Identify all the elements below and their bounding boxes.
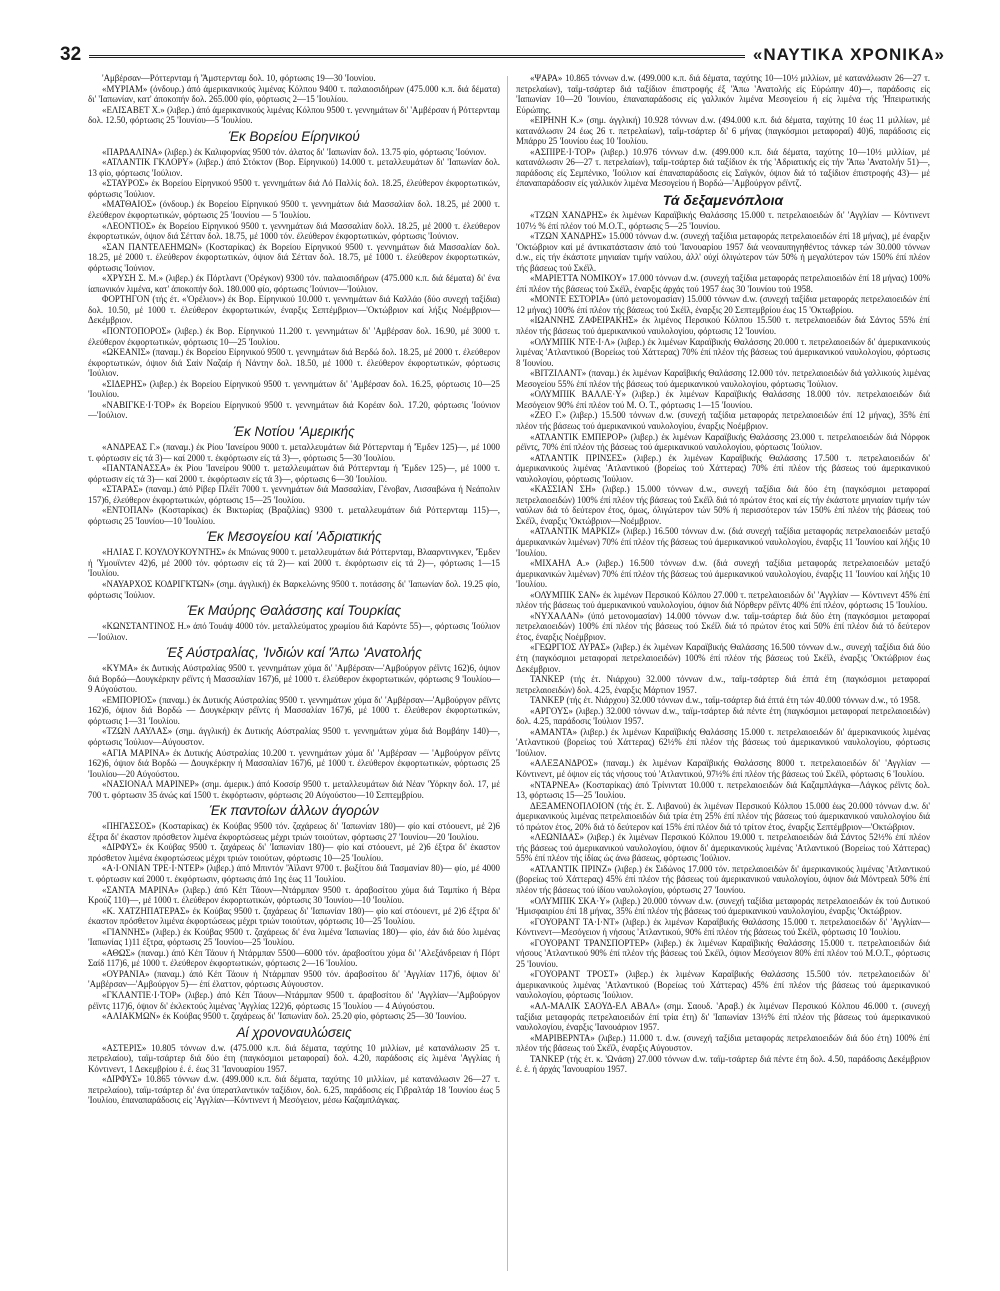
page-header [60,40,945,70]
listing-paragraph: «ΓΕΩΡΓΙΟΣ ΛΥΡΑΣ» (λιβερ.) έκ λιμένων Καραϊβικής Θαλάσσης 16.500 τόννων d.w., συνεχή ταξίδια διά δύο έτη (παγκόσμιοι μεταφοραί πετρελαιοειδών) 100% έπί πλέον τής βάσεως τού Σκέϊλ, έναρξις 'Οκτώβριον έως Δεκέμβριον. [516,642,930,674]
listing-paragraph: «ΚΥΜΑ» έκ Δυτικής Αύστραλίας 9500 τ. γεννημάτων χύμα δι' 'Αμβέρσαν—'Αμβούργον ρέϊντς 162)6, όψιον διά Βορδώ—Δουγκέρκην ρέϊντς ή Μασσαλίαν 167)6, μέ 1000 τ. έλεύθερον έκφορτωτικών, φόρτωσις 9 'Ιουλίου—9 Αύγούστου. [88,663,500,695]
listing-paragraph: «ΠΑΡΔΑΛΙΝΑ» (λιβερ.) έκ Καλιφορνίας 9500 τόν. άλατος δι' 'Ιαπωνίαν δολ. 13.75 φίο, φόρτωσις 'Ιούνιον. [102,146,487,157]
listing-paragraph: «ΕΝΤΟΠΑΝ» (Κοσταρίκας) έκ Βικτωρίας (Βραζιλίας) 9300 τ. μεταλλευμάτων διά Ρόττερνταμ 115)—, φόρτωσις 25 'Ιουνίου—10 'Ιουλίου. [88,505,500,526]
listing-paragraph: «ΟΛΥΜΠΙΚ ΣΚΑ·Υ» (λιβερ.) 20.000 τόννων d.w. (συνεχή ταξίδια μεταφοράς πετρελαιοειδών έκ τού Δυτικού 'Ημισφαιρίου έπί 18 μήνας, 35% έπί πλέον τής βάσεως τού άμερικανικού ναυλολογίου, έναρξις 'Οκτώβριον. [516,895,930,917]
listing-paragraph: «ΑΡΓΟΥΣ» (λιβερ.) 32.000 τόννων d.w., ταϊμ-τσάρτερ διά πέντε έτη (παγκόσμιοι μεταφοραί πετρελαιοειδών) δολ. 4.25, παράδοσις 'Ιούλιον 1957. [516,705,930,727]
page-number: 32 [60,44,82,65]
listing-paragraph: «ΓΟΥΟΡΑΝΤ ΤΡΟΣΤ» (λιβερ.) έκ λιμένων Καραϊβικής Θαλάσσης 15.500 τόν. πετρελαιοειδών δι' άμερικανικούς λιμένας 'Ατλαντικού (Βορείως τού Χάττερας) 45% έπί πλέον τής βάσεως τού άμερικανικού ναυλολογίου, φόρτωσις 'Ιούλιον. [516,969,930,1001]
listing-paragraph: «ΛΕΟΝΤΙΟΣ» έκ Βορείου Είρηνικού 9500 τ. γεννημάτων διά Μασσαλίαν δολλ. 18.25, μέ 2000 τ. έλεύθερον έκφορτωτικών, όψιον διά Σέτταν δολ. 18.75, μέ 1000 τόν. έλεύθερον έκφορτωτικών, φόρτωσις 'Ιούνιον. [88,220,500,242]
listing-paragraph: «ΤΖΩΝ ΛΑΥΛΑΣ» (σημ. άγγλική) έκ Δυτικής Αύστραλίας 9500 τ. γεννημάτων χύμα διά Βομβάην 140)—, φόρτωσις 'Ιούλιον—Αύγουστον. [88,726,500,747]
listing-paragraph: «ΑΘΩΣ» (παναμ.) άπό Κέπ Τάουν ή Ντάρμπαν 5500—6000 τόν. άραβοσίτου χύμα δι' 'Αλεξάνδρειαν ή Πόρτ Σαίδ 117)6, μέ 1000 τ. έλεύθερον έκφορτωτικών, φόρτωσις 2—16 'Ιουλίου. [88,947,500,969]
listing-paragraph: ΤΑΝΚΕΡ (τής έτ. Νιάρχου) 32.000 τόννων d.w., ταϊμ-τσάρτερ διά έπτά έτη (παγκόσμιοι μεταφοραί πετρελαιοειδών) δολ. 4.25, έναρξις Μάρτιον 1957. [516,674,930,695]
section-heading: Έκ Μεσογείου καί 'Αδριατικής [206,529,382,545]
listing-paragraph: «ΕΛΙΣΑΒΕΤ Χ.» (λιβερ.) άπό άμερικανικούς λιμένας Κόλπου 9500 τ. γεννημάτων δι' 'Αμβέρσαν ή Ρόττερνταμ δολ. 12.50, φόρτωσις 25 'Ιουνίου—5 'Ιουλίου. [88,104,500,126]
listing-paragraph: «ΑΝΔΡΕΑΣ Γ.» (παναμ.) έκ Ρίου 'Ιανείρου 9000 τ. μεταλλευμάτων διά Ρόττερνταμ ή 'Έμδεν 125)—, μέ 1000 τ. φόρτωσιν είς τά 3)— καί 2000 τ. έκφόρτωσιν είς τά 3)—, φόρτωσις 5—30 'Ιουλίου. [88,441,500,463]
listing-paragraph: «ΧΡΥΣΗ Σ. Μ.» (λιβερ.) έκ Πόρτλαντ ('Ορέγκον) 9300 τόν. παλαιοσιδήρων (475.000 κ.π. διά δέματα) δι' ένα ίαπωνικόν λιμένα, κατ' άποκοπήν δολ. 180.000 φίο, φόρτωσις 'Ιούνιον—'Ιούλιον. [88,273,500,294]
listing-paragraph: ΤΑΝΚΕΡ (τής έτ. Νιάρχου) 32.000 τόννων d.w., ταϊμ-τσάρτερ διά έπτά έτη τών 40.000 τόννων d.w., τό 1958. [530,695,921,706]
right-column [516,73,930,1273]
listing-paragraph: «ΜΑΡΙΒΕΡΝΤΑ» (λιβερ.) 11.000 τ. d.w. (συνεχή ταξίδια μεταφοράς πετρελαιοειδών διά δύο έτη) 100% έπί πλέον τής βάσεως τού Σκέϊλ, έναρξις Αύγουστον. [516,1032,930,1054]
listing-paragraph: «ΜΑΡΙΕΤΤΑ ΝΟΜΙΚΟΥ» 17.000 τόννων d.w. (συνεχή ταξίδια μεταφοράς πετρελαιοειδών έπί 18 μήνας) 100% έπί πλέον τής βάσεως τού Σκέϊλ, έναρξις άρχάς τού 1957 έως 30 'Ιουνίου τού 1958. [516,273,930,294]
listing-paragraph: «ΑΤΛΑΝΤΙΚ ΠΡΙΝΖ» (λιβερ.) έκ Σιδώνος 17.000 τόν. πετρελαιοειδών δι' άμερικανικούς λιμένας 'Ατλαντικού (βορείως τού Χάττερας) 45% έπί πλέον τής βάσεως τού άμερικανικού ναυλολογίου, όψιον διά Μόντρεαλ 50% έπί πλέον τής βάσεως τού ίδίου ναυλολογίου, φόρτωσις 27 'Ιουνίου. [516,863,930,896]
listing-paragraph: «ΝΑΥΑΡΧΟΣ ΚΟΔΡΙΓΚΤΩΝ» (σημ. άγγλική) έκ Βαρκελώνης 9500 τ. ποτάσσης δι' 'Ιαπωνίαν δολ. 19.25 φίο, φόρτωσις 'Ιούλιον. [88,578,500,600]
listing-paragraph: «ΟΛΥΜΠΙΚ ΒΑΛΛΕ·Υ» (λιβερ.) έκ λιμένων Καραϊβικής Θαλάσσης 18.000 τόν. πετρελαιοειδών διά Μεσόγειον 90% έπί πλέον τού Μ. Ο. Τ., φόρτωσις 1—15 'Ιουνίου. [516,389,930,410]
listing-paragraph: «ΛΕΩΝΙΔΑΣ» (λιβερ.) έκ λιμένων Περσικού Κόλπου 19.000 τ. πετρελαιοειδών διά Σάντος 52½% έπί πλέον τής βάσεως τού άμερικανικού ναυλολογίου, όψιον δι' άμερικανικούς λιμένας 'Ατλαντικού (Βορείως τού Χάττερας) 55% έπί πλέον τής ίδίας ώς άνω βάσεως, φόρτωσις 'Ιούλιον. [516,832,930,864]
listing-paragraph: «ΝΤΑΡΝΕΑ» (Κοσταρίκας) άπό Τρίνιντατ 10.000 τ. πετρελαιοειδών διά Καζαμπλάγκα—Λάγκος ρέϊντς δολ. 13, φόρτωσις 15—25 'Ιουλίου. [516,779,930,801]
listing-paragraph: «ΓΟΥΟΡΑΝΤ ΤΑ·Ι·ΝΤ» (λιβερ.) έκ λιμένων Καραϊβικής Θαλάσσης 15.000 τ. πετρελαιοειδών δι' 'Αγγλίαν—Κόντινεντ—Μεσόγειον ή νήσους 'Ατλαντικού, 90% έπί πλέον τής βάσεως τού Σκέϊλ, φόρτωσις 10 'Ιουλίου. [516,916,930,938]
column-divider [507,76,508,1271]
listing-paragraph: «ΟΛΥΜΠΙΚ ΝΤΕ·Ι·Λ» (λιβερ.) έκ λιμένων Καραϊβικής Θαλάσσης 20.000 τ. πετρελαιοειδών δι' άμερικανικούς λιμένας 'Ατλαντικού (Βορείως τού Χάττερας) 70% έπί πλέον τής βάσεως τού άμερικανικού ναυλολογίου, φόρτωσις 8 'Ιουνίου. [516,336,930,368]
listing-paragraph: «ΠΗΓΑΣΣΟΣ» (Κοσταρίκας) έκ Κούβας 9500 τόν. ζαχάρεως δι' 'Ιαπωνίαν 180)— φίο καί στόουεντ, μέ 2)6 έξτρα δι' έκαστον πρόσθετον λιμένα έκφορτώσεως μέχρι τριών τοιούτων, φόρτωσις 27 'Ιουνίου—20 'Ιουλίου. [88,821,500,842]
listing-paragraph: «ΒΙΤΖΙΛΑΝΤ» (παναμ.) έκ λιμένων Καραϊβικής Θαλάσσης 12.000 τόν. πετρελαιοειδών διά γαλλικούς λιμένας Μεσογείου 55% έπί πλέον τής βάσεως τού άμερικανικού ναυλολογίου, φόρτωσις 'Ιούλιον. [516,368,930,389]
listing-paragraph: «ΤΖΩΝ ΧΑΝΔΡΗΣ» έκ λιμένων Καραϊβικής Θαλάσσης 15.000 τ. πετρελαιοειδών δι' 'Αγγλίαν — Κόντινεντ 107½ % έπί πλέον τού Μ.Ο.Τ., φόρτωσις 5—25 'Ιουνίου. [516,210,930,231]
listing-paragraph: «ΑΣΤΕΡΙΣ» 10.805 τόννων d.w. (475.000 κ.π. διά δέματα, ταχύτης 10 μιλλίων, μέ κατανάλωσιν 25 τ. πετρελαίου), ταϊμ-τσάρτερ διά δύο έτη (παγκόσμιοι μεταφοραί) δολ. 4.20, παράδοσις είς λιμένα 'Αγγλίας ή Κόντινεντ, 1 Δεκεμβρίου έ. έ. έως 31 'Ιανουαρίου 1957. [88,1042,500,1074]
listing-paragraph: «ΠΑΝΤΑΝΑΣΣΑ» έκ Ρίου 'Ιανείρου 9000 τ. μεταλλευμάτων διά Ρόττερνταμ ή 'Έμδεν 125)—, μέ 1000 τ. φόρτωσιν είς τά 3)— καί 2000 τ. έκφόρτωσιν είς τά 3)—, φόρτωσις 6—30 'Ιουλίου. [88,463,500,484]
listing-paragraph: «ΑΛΙΑΚΜΩΝ» έκ Κούβας 9500 τ. ζαχάρεως δι' 'Ιαπωνίαν δολ. 25.20 φίο, φόρτωσις 25—30 'Ιουνίου. [102,1011,467,1022]
listing-paragraph: «ΤΖΩΝ ΧΑΝΔΡΗΣ» 15.000 τόννων d.w. (συνεχή ταξίδια μεταφοράς πετρελαιοειδών έπί 18 μήνας), μέ έναρξιν 'Οκτώβριον καί μέ άντικατάστασιν άπό τού 'Ιανουαρίου 1957 διά νεοναυπηγηθέντος τάνκερ τών 30.000 τόννων d.w., είς τήν έκάστοτε μηνιαίαν τιμήν ναύλου, άλλ' ούχί όλιγώτερον τών 50% ή μεγαλύτερον τών 150% έπί πλέον τής βάσεως τού Σκέϊλ. [516,231,930,273]
listing-paragraph: «ΑΓΙΑ ΜΑΡΙΝΑ» έκ Δυτικής Αύστραλίας 10.200 τ. γεννημάτων χύμα δι' 'Αμβέρσαν — 'Αμβούργον ρέϊντς 162)6, όψιον διά Βορδώ — Δουγκέρκην ή Μασσαλίαν 167)6, μέ 1000 τ. έλεύθερον έκφορτωτικών, φόρτωσις 25 'Ιουλίου—20 Αύγούστου. [88,747,500,779]
listing-paragraph: «ΖΕΟ Γ.» (λιβερ.) 15.500 τόννων d.w. (συνεχή ταξίδια μεταφοράς πετρελαιοειδών έπί 12 μήνας), 35% έπί πλέον τής βάσεως τού άμερικανικού ναυλολογίου, έναρξις Νοέμβριον. [516,410,930,431]
listing-paragraph: «ΟΥΡΑΝΙΑ» (παναμ.) άπό Κέπ Τάουν ή Ντάρμπαν 9500 τόν. άραβοσίτου δι' 'Αγγλίαν 117)6, όψιον δι' 'Αμβέρσαν—'Αμβούργον 5)— έπί έλαττον, φόρτωσις Αύγουστον. [88,968,500,990]
listing-paragraph: «ΔΙΡΦΥΣ» έκ Κούβας 9500 τ. ζαχάρεως δι' 'Ιαπωνίαν 180)— φίο καί στόουεντ, μέ 2)6 έξτρα δι' έκαστον πρόσθετον λιμένα έκφορτώσεως μέχρι τριών τοιούτων, φόρτωσις 10—25 'Ιουλίου. [88,842,500,863]
listing-paragraph: «Α·Ι·ΟΝΙΑΝ ΤΡΕ·Ι·ΝΤΕΡ» (λιβερ.) άπό Μπιντόν 'Άϊλαντ 9700 τ. βωξίτου διά Τασμανίαν 80)— φίο, μέ 4000 τ. φόρτωσιν καί 2000 τ. έκφόρτωσιν, φόρτωσις άπό 1ης έως 11 'Ιουλίου. [88,863,500,884]
section-heading: Αί χρονοναυλώσεις [236,1024,352,1040]
section-heading: Έκ Βορείου Είρηνικού [228,128,360,144]
listing-paragraph: «ΓΚΛΑΝΤΙΕ·Ι·ΤΟΡ» (λιβερ.) άπό Κέπ Τάουν—Ντάρμπαν 9500 τ. άραβοσίτου δι' 'Αγγλίαν—'Αμβούργον ρέϊντς 117)6, όψιον δι' έκλεκτούς λιμένας 'Αγγλίας 122)6, φόρτωσις 15 'Ιουλίου — 4 Αύγούστου. [88,990,500,1011]
listing-paragraph: «ΜΑΤΘΑΙΟΣ» (όνδουρ.) έκ Βορείου Είρηνικού 9500 τ. γεννημάτων διά Μασσαλίαν δολ. 18.25, μέ 2000 τ. έλεύθερον έκφορτωτικών, φόρτωσις 25 'Ιουνίου — 5 'Ιουλίου. [88,199,500,221]
listing-paragraph: «ΨΑΡΑ» 10.865 τόννων d.w. (499.000 κ.π. διά δέματα, ταχύτης 10—10½ μιλλίων, μέ κατανάλωσιν 26—27 τ. πετρελαίων), ταϊμ-τσάρτερ διά ταξίδιον έπιστροφής έξ 'Άπω 'Ανατολής είς Εύρώπην 40)—, παράδοσις είς 'Ιαπωνίαν 10—20 'Ιουνίου, έπαναπαράδοσις είς γαλλικόν λιμένα Μεσογείου ή είς λιμένα τής 'Ηπειρωτικής Εύρώπης. [516,73,930,115]
listing-paragraph: ΦΟΡΤΗΓΟΝ (τής έτ. «'Ορέλιον») έκ Βορ. Είρηνικού 10.000 τ. γεννημάτων διά Καλλάο (δύο συνεχή ταξίδια) δολ. 10.50, μέ 1000 τ. έλεύθερον έκφορτωτικών, έναρξις Σεπτέμβριον—'Οκτώβριον καί λήξις Νοέμβριον—Δεκέμβριον. [88,294,500,326]
listing-paragraph: «ΓΙΑΝΝΗΣ» (λιβερ.) έκ Κούβας 9500 τ. ζαχάρεως δι' ένα λιμένα 'Ιαπωνίας 180)— φίο, έάν διά δύο λιμένας 'Ιαπωνίας 1)11 έξτρα, φόρτωσις 25 'Ιουνίου—25 'Ιουλίου. [88,926,500,948]
listing-paragraph: «ΣΤΑΥΡΟΣ» έκ Βορείου Είρηνικού 9500 τ. γεννημάτων διά Λό Παλλίς δολ. 18.25, έλεύθερον έκφορτωτικών, φόρτωσις 'Ιούλιον. [88,178,500,199]
listing-paragraph: «ΝΑΒΙΓΚΕ·Ι·ΤΟΡ» έκ Βορείου Είρηνικού 9500 τ. γεννημάτων διά Κορέαν δολ. 17.20, φόρτωσις 'Ιούνιον—'Ιούλιον. [88,399,500,421]
listing-paragraph: «ΔΙΡΦΥΣ» 10.865 τόννων d.w. (499.000 κ.π. διά δέματα, ταχύτης 10 μιλλίων, μέ κατανάλωσιν 26—27 τ. πετρελαίου), ταϊμ-τσάρτερ δι' ένα ύπερατλαντικόν ταξίδιον, δολ. 6.25, παράδοσις είς Γιβραλτάρ 18 'Ιουνίου έως 5 'Ιουλίου, έπαναπαράδοσις είς 'Αγγλίαν—Κόντινεντ ή Μεσόγειον, μέσω Καζαμπλάγκας. [88,1074,500,1106]
listing-paragraph: «ΑΤΛΑΝΤΙΚ ΠΡΙΝΣΕΣ» (λιβερ.) έκ λιμένων Καραϊβικής Θαλάσσης 17.500 τ. πετρελαιοειδών δι' άμερικανικούς λιμένας 'Ατλαντικού (βορείως τού Χάττερας) 70% έπί πλέον τής βάσεως τού άμερικανικού ναυλολογίου, φόρτωσις 'Ιούλιον. [516,452,930,484]
listing-paragraph: «ΣΙΔΕΡΗΣ» (λιβερ.) έκ Βορείου Είρηνικού 9500 τ. γεννημάτων δι' 'Αμβέρσαν δολ. 16.25, φόρτωσις 10—25 'Ιουλίου. [88,378,500,400]
listing-paragraph: «ΩΚΕΑΝΙΣ» (παναμ.) έκ Βορείου Είρηνικού 9500 τ. γεννημάτων διά Βερδώ δολ. 18.25, μέ 2000 τ. έλεύθερον έκφορτωτικών, όψιον διά Σαίν Ναζαίρ ή Νάντην δολ. 18.50, μέ 1000 τ. έλεύθερον έκφορτωτικών, φόρτωσις 'Ιούλιον. [88,347,500,379]
section-heading: Έξ Αύστραλίας, 'Ινδιών καί 'Άπω 'Ανατολής [166,645,422,661]
listing-paragraph: «ΣΑΝΤΑ ΜΑΡΙΝΑ» (λιβερ.) άπό Κέπ Τάουν—Ντάρμπαν 9500 τ. άραβοσίτου χύμα διά Ταμπίκο ή Βέρα Κρούζ 110)—, μέ 1000 τ. έλεύθερον έκφορτωτικών, φόρτωσις 30 'Ιουνίου—10 'Ιουλίου. [88,884,500,906]
listing-paragraph: «ΕΜΠΟΡΙΟΣ» (παναμ.) έκ Δυτικής Αύστραλίας 9500 τ. γεννημάτων χύμα δι' 'Αμβέρσαν—'Αμβούργον ρέϊντς 162)6, όψιον διά Βορδώ — Δουγκέρκην ρέϊντς ή Μασσαλίαν 167)6, μέ 1000 τ. έλεύθερον έκφορτωτικών, φόρτωσις 1—31 'Ιουλίου. [88,694,500,726]
listing-paragraph: «ΟΛΥΜΠΙΚ ΣΑΝ» έκ λιμένων Περσικού Κόλπου 27.000 τ. πετρελαιοειδών δι' 'Αγγλίαν — Κόντινεντ 45% έπί πλέον τής βάσεως τού άμερικανικού ναυλολογίου, όψιον διά Νόρθερν ρέϊντς 40% έπί πλέον, φόρτωσις 15 'Ιουλίου. [516,589,930,611]
listing-paragraph: «ΣΑΝ ΠΑΝΤΕΛΕΗΜΩΝ» (Κοσταρίκας) έκ Βορείου Είρηνικού 9500 τ. γεννημάτων διά Μασσαλίαν δολ. 18.25, μέ 2000 τ. έλεύθερον έκφορτωτικών, όψιον διά Σέτταν δολ. 18.75, μέ 1000 τ. έλεύθερον έκφορτωτικών, φόρτωσις 'Ιούνιον. [88,241,500,273]
listing-paragraph: «ΕΙΡΗΝΗ Κ.» (σημ. άγγλική) 10.928 τόννων d.w. (494.000 κ.π. διά δέματα, ταχύτης 10 έως 11 μιλλίων, μέ κατανάλωσιν 24 έως 26 τ. πετρελαίων), ταϊμ-τσάρτερ δι' 6 μήνας (παγκόσμιοι μεταφοραί) 40)6, παράδοσις είς Μπάρρυ 25 'Ιουνίου έως 10 'Ιουλίου. [516,115,930,147]
listing-paragraph: «ΙΩΑΝΝΗΣ ΖΑΦΕΙΡΑΚΗΣ» έκ λιμένος Περσικού Κόλπου 15.500 τ. πετρελαιοειδών διά Σάντος 55% έπί πλέον τής βάσεως τού άμερικανικού ναυλολογίου, φόρτωσις 12 'Ιουνίου. [516,315,930,337]
listing-paragraph: ΔΕΞΑΜΕΝΟΠΛΟΙΟΝ (τής έτ. Σ. Λιβανού) έκ λιμένων Περσικού Κόλπου 15.000 έως 20.000 τόννων d.w. δι' άμερικανικούς λιμένας πετρελαιοειδών διά τρία έτη 25% έπί πλέον τής βάσεως τού άμερικανικού ναυλολογίου διά τό πρώτον έτος, 20% διά τό δεύτερον καί 15% έπί πλέον διά τό τρίτον έτος, έναρξις Σεπτέμβριον—'Οκτώβριον. [516,800,930,832]
listing-paragraph: «ΑΛ-ΜΑΛΙΚ ΣΑΟΥΔ-ΕΛ ΑΒΑΛ» (σημ. Σαουδ. 'Αραβ.) έκ λιμένων Περσικού Κόλπου 46.000 τ. (συνεχή ταξίδια μεταφοράς πετρελαιοειδών έπί τρία έτη) δι' 'Ιαπωνίαν 13½% έπί πλέον τής βάσεως τού άμερικανικού ναυλολογίου, έναρξις 'Ιανουάριον 1957. [516,1001,930,1033]
listing-paragraph: «ΝΥΧΑΛΑΝ» (ύπό μετονομασίαν) 14.000 τόννων d.w. ταϊμ-τσάρτερ διά δύο έτη (παγκόσμιοι μεταφοραί πετρελαιοειδών) 100% έπί πλέον τής βάσεως τού Σκέϊλ διά τό πρώτον έτος καί 50% έπί πλέον διά τό δεύτερον έτος, έναρξις Νοέμβριον. [516,610,930,642]
listing-paragraph: 'Αμβέρσαν—Ρόττερνταμ ή 'Άμστερνταμ δολ. 10, φόρτωσις 19—30 'Ιουνίου. [102,73,376,83]
header-rule [89,55,745,58]
listing-paragraph: «ΝΑΣΙΟΝΑΛ ΜΑΡΙΝΕΡ» (σημ. άμερικ.) άπό Κοσσίρ 9500 τ. μεταλλευμάτων διά Νέαν 'Υόρκην δολ. 17, μέ 700 τ. φόρτωσιν 35 άνώς καί 1500 τ. έκφόρτωσιν, φόρτωσις 20 Αύγούστου—10 Σεπτεμβρίου. [88,779,500,800]
listing-paragraph: «ΑΤΛΑΝΤΙΚ ΜΑΡΚΙΖ» (λιβερ.) 16.500 τόννων d.w. (διά συνεχή ταξίδια μεταφοράς πετρελαιοειδών μεταξύ άμερικανικών λιμένων) 70% έπί πλέον τής βάσεως τού άμερικανικού ναυλολογίου, έναρξις 11 'Ιουνίου καί λήξις 10 'Ιουλίου. [516,526,930,558]
listing-paragraph: «ΜΟΝΤΕ ΕΣΤΟΡΙΑ» (ύπό μετονομασίαν) 15.000 τόννων d.w. (συνεχή ταξίδια μεταφοράς πετρελαιοειδών έπί 12 μήνας) 100% έπί πλέον τής βάσεως τού Σκέϊλ, έναρξις 20 Σεπτεμβρίου έως 15 'Οκτωβρίου. [516,294,930,315]
listing-paragraph: «ΑΤΛΑΝΤΙΚ ΓΚΛΟΡΥ» (λιβερ.) άπό Στόκτον (Βορ. Είρηνικού) 14.000 τ. μεταλλευμάτων δι' 'Ιαπωνίαν δολ. 13 φίο, φόρτωσις 'Ιούλιον. [88,157,500,178]
left-column [88,73,500,1273]
listing-paragraph: «ΓΟΥΟΡΑΝΤ ΤΡΑΝΣΠΟΡΤΕΡ» (λιβερ.) έκ λιμένων Καραϊβικής Θαλάσσης 15.000 τ. πετρελαιοειδών διά νήσους 'Ατλαντικού 90% έπί πλέον τής βάσεως τού Σκέϊλ, όψιον Μεσόγειον 80% έπί πλέον τού Μ.Ο.Τ., φόρτωσις 25 'Ιουνίου. [516,937,930,969]
listing-paragraph: «ΑΤΛΑΝΤΙΚ ΕΜΠΕΡΟΡ» (λιβερ.) έκ λιμένων Καραϊβικής Θαλάσσης 23.000 τ. πετρελαιοειδών διά Νόρφοκ ρέϊντς, 70% έπί πλέον τής βάσεως τού άμερικανικού ναυλολογίου, φόρτωσις 'Ιούλιον. [516,431,930,453]
section-heading: Τά δεξαμενόπλοια [662,192,784,209]
listing-paragraph: «Κ. ΧΑΤΖΗΠΑΤΕΡΑΣ» έκ Κούβας 9500 τ. ζαχάρεως δι' 'Ιαπωνίαν 180)— φίο καί στόουεντ, μέ 2)6 έξτρα δι' έκαστον πρόσθετον λιμένα έκφορτώσεως μέχρι τριών τοιούτων, φόρτωσις 10—25 'Ιουλίου. [88,905,500,927]
listing-paragraph: «ΑΛΕΞΑΝΔΡΟΣ» (παναμ.) έκ λιμένων Καραϊβικής Θαλάσσης 8000 τ. πετρελαιοειδών δι' 'Αγγλίαν — Κόντινεντ, μέ όψιον είς τάς νήσους τού 'Ατλαντικού, 97½% έπί πλέον τής βάσεως τού Σκέϊλ, φόρτωσις 6 'Ιουλίου. [516,758,930,779]
section-heading: Έκ Μαύρης Θαλάσσης καί Τουρκίας [186,603,402,619]
section-heading: Έκ Νοτίου 'Αμερικής [233,423,355,439]
listing-paragraph: «ΠΟΝΤΟΠΟΡΟΣ» (λιβερ.) έκ Βορ. Είρηνικού 11.200 τ. γεννημάτων δι' 'Αμβέρσαν δολ. 16.90, μέ 3000 τ. έλεύθερον έκφορτωτικών, φόρτωσις 10—25 'Ιουλίου. [88,326,500,347]
listing-paragraph: «ΑΣΠΙΡΕ·Ι·ΤΟΡ» (λιβερ.) 10.976 τόννων d.w. (499.000 κ.π. διά δέματα, ταχύτης 10—10½ μιλλίων, μέ κατανάλωσιν 26—27 τ. πετρελαίων), ταϊμ-τσάρτερ διά ταξίδιον έκ τής 'Αδριατικής είς τήν 'Άπω 'Ανατολήν 51)—, παράδοσις είς Σεμπένικο, 'Ιούλιον καί έπαναπαράδοσις είς Σαϊγκόν, όψιον διά τό ταξίδιον έπιστροφής 43)— μέ έπαναπαράδοσιν είς γαλλικόν λιμένα Μεσογείου ή Βορδώ—'Αμβούργον ρέϊντζ. [516,146,930,189]
listing-paragraph: «ΚΩΝΣΤΑΝΤΙΝΟΣ Η.» άπό Τουάψ 4000 τόν. μεταλλεύματος χρωμίου διά Καρόντε 55)—, φόρτωσις 'Ιούλιον—'Ιούλιον. [88,621,500,642]
listing-paragraph: «ΚΑΣΣΙΑΝ ΣΗ» (λιβερ.) 15.000 τόννων d.w., συνεχή ταξίδια διά δύο έτη (παγκόσμιοι μεταφοραί πετρελαιοειδών) 100% έπί πλέον τής βάσεως τού Σκέϊλ διά τό πρώτον έτος καί είς τήν έκάστοτε μηνιαίαν τιμήν τών ναύλων διά τό δεύτερον έτος, όμως, όλιγώτερον τών 50% ή περισσότερον τών 150% έπί πλέον τής βάσεως τού Σκέϊλ, έναρξις 'Οκτώβριον—Νοέμβριον. [516,484,930,526]
listing-paragraph: «ΜΙΧΑΗΛ Α.» (λιβερ.) 16.500 τόννων d.w. (διά συνεχή ταξίδια μεταφοράς πετρελαιοειδών μεταξύ άμερικανικών λιμένων) 70% έπί πλέον τής βάσεως τού άμερικανικού ναυλολογίου, έναρξις 11 'Ιουνίου καί λήξις 10 'Ιουλίου. [516,558,930,590]
listing-paragraph: «ΗΛΙΑΣ Γ. ΚΟΥΛΟΥΚΟΥΝΤΗΣ» έκ Μπώνας 9000 τ. μεταλλευμάτων διά Ρόττερνταμ, Βλααρντινγκεν, 'Έμδεν ή 'Υμουϊντεν 42)6, μέ 2000 τόν. φόρτωσιν είς τά 2)— καί 2000 τ. έκφόρτωσιν είς τά 2)—, φόρτωσις 1—15 'Ιουλίου. [88,547,500,579]
listing-paragraph: «ΜΥΡΙΑΜ» (όνδουρ.) άπό άμερικανικούς λιμένας Κόλπου 9400 τ. παλαιοσιδήρων (475.000 κ.π. διά δέματα) δι' 'Ιαπωνίαν, κατ' άποκοπήν δολ. 265.000 φίο, φόρτωσις 2—15 'Ιουλίου. [88,83,500,105]
listing-paragraph: ΤΑΝΚΕΡ (τής έτ. κ. 'Ωνάση) 27.000 τόννων d.w. ταϊμ-τσάρτερ διά πέντε έτη δολ. 4.50, παράδοσις Δεκέμβριον έ. έ. ή άρχάς 'Ιανουαρίου 1957. [516,1053,930,1075]
listing-paragraph: «ΑΜΑΝΤΑ» (λιβερ.) έκ λιμένων Καραϊβικής Θαλάσσης 15.000 τ. πετρελαιοειδών δι' άμερικανικούς λιμένας 'Ατλαντικού (βορείως τού Χάττερας) 62½% έπί πλέον τής βάσεως τού άμερικανικού ναυλολογίου, φόρτωσις 'Ιούλιον. [516,726,930,758]
listing-paragraph: «ΣΤΑΡΑΣ» (παναμ.) άπό Ρίβερ Πλέϊτ 7000 τ. γεννημάτων διά Μασσαλίαν, Γένοβαν, Λισσαβώνα ή Νεάπολιν 157)6, έλεύθερον έκφορτωτικών, φόρτωσις 15—25 'Ιουλίου. [88,484,500,505]
publication-title: «ΝΑΥΤΙΚΑ ΧΡΟΝΙΚΑ» [752,45,945,64]
section-heading: Έκ παντοίων άλλων άγορών [209,803,379,819]
